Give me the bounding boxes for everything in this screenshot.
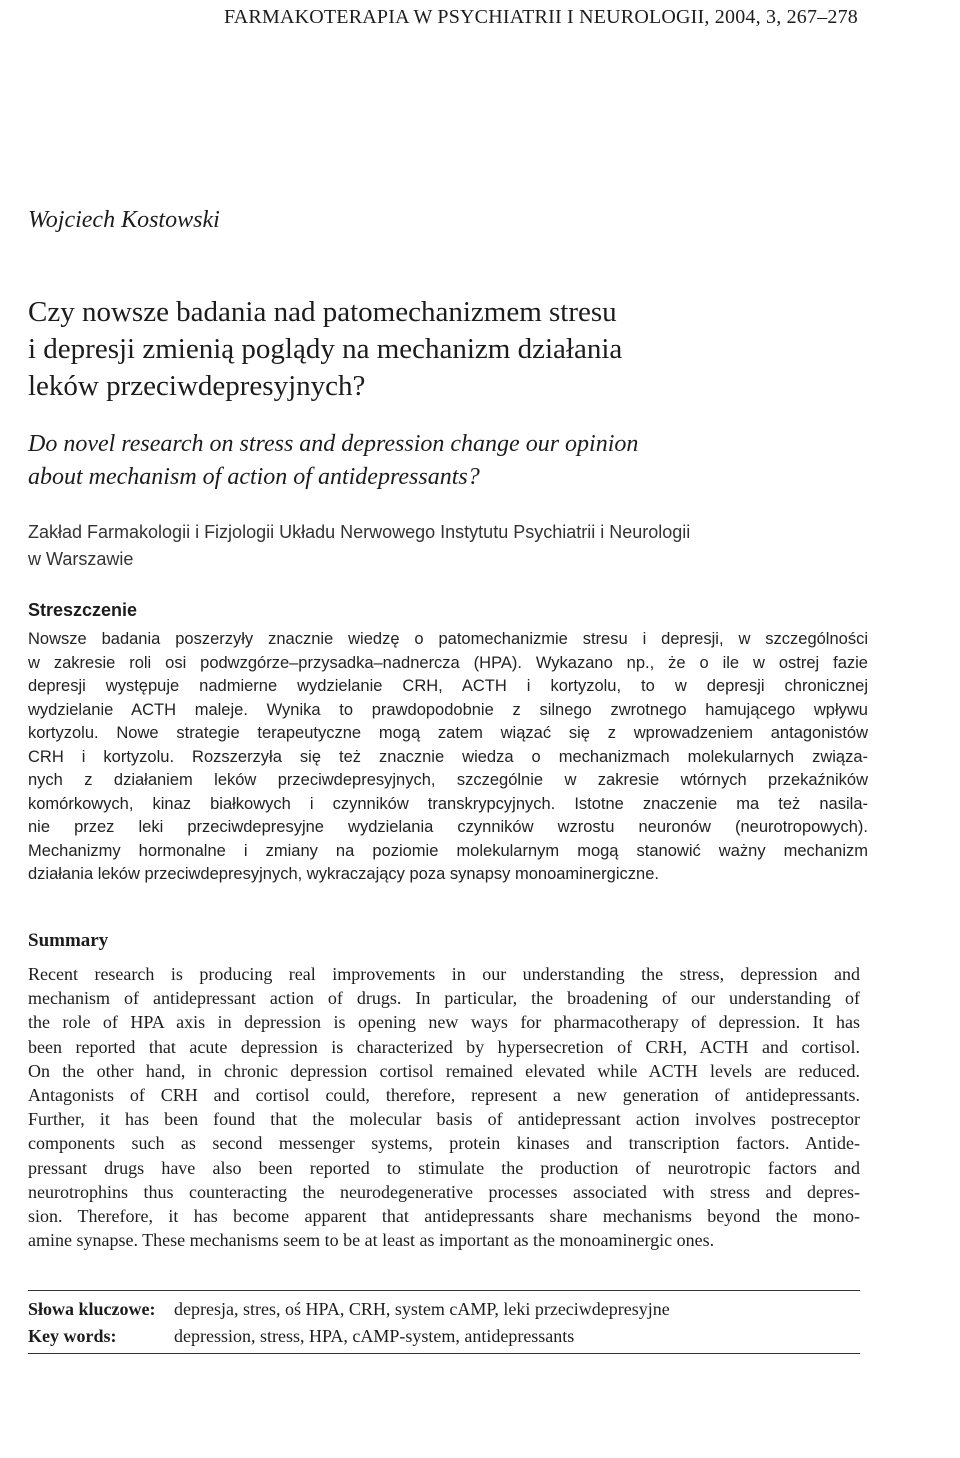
abstract-line: CRH i kortyzolu. Rozszerzyła się też znacznie wiedza o mechanizmach molekularnych związa- [28, 747, 868, 766]
abstract-line: kortyzolu. Nowe strategie terapeutyczne mogą zatem wiązać się z wprowadzeniem antagonistów [28, 724, 868, 742]
keywords-english-value: depression, stress, HPA, cAMP-system, antidepressants [174, 1326, 575, 1346]
keywords-polish-label: Słowa kluczowe: [28, 1299, 156, 1319]
keywords-bottom-rule [28, 1353, 860, 1354]
keywords-block [28, 1296, 860, 1350]
summary-line: pressant drugs have also been reported to stimulate the production of neurotropic factors and [28, 1157, 860, 1178]
abstract-line: Nowsze badania poszerzyły znacznie wiedzę o patomechanizmie stresu i depresji, w szczególności [28, 630, 868, 648]
summary-line: mechanism of antidepressant action of drugs. In particular, the broadening of our understanding of [28, 988, 860, 1009]
summary-line: On the other hand, in chronic depression cortisol remained elevated while ACTH levels are reduced. [28, 1060, 860, 1081]
affiliation-line: w Warszawie [28, 549, 134, 569]
summary-line: amine synapse. These mechanisms seem to be at least as important as the monoaminergic ones. [28, 1230, 715, 1251]
affiliation [28, 519, 908, 573]
abstract-line: nie przez leki przeciwdepresyjne wydzielania czynników wzrostu neuronów (neurotropowych). [28, 818, 868, 836]
summary-line: Recent research is producing real improvements in our understanding the stress, depression and [28, 964, 860, 984]
title-polish [28, 294, 908, 405]
summary-line: been reported that acute depression is characterized by hypersecretion of CRH, ACTH and cortisol. [28, 1036, 860, 1057]
title-english-line: Do novel research on stress and depression change our opinion [28, 431, 639, 457]
title-english-line: about mechanism of action of antidepressants? [28, 464, 480, 490]
summary-line: neurotrophins thus counteracting the neurodegenerative processes associated with stress and depres- [28, 1181, 860, 1202]
summary-line: Further, it has been found that the molecular basis of antidepressant action involves postreceptor [28, 1109, 860, 1130]
summary-line: the role of HPA axis in depression is opening new ways for pharmacotherapy of depression. It has [28, 1012, 860, 1033]
summary-body [28, 962, 860, 1252]
journal-header: FARMAKOTERAPIA W PSYCHIATRII I NEUROLOGII, 2004, 3, 267–278 [223, 6, 858, 28]
summary-line: sion. Therefore, it has become apparent that antidepressants share mechanisms beyond the mono- [28, 1206, 860, 1227]
summary-line: components such as second messenger systems, protein kinases and transcription factors. Antide- [28, 1133, 860, 1154]
title-polish-line: Czy nowsze badania nad patomechanizmem stresu [28, 296, 617, 328]
abstract-line: w zakresie roli osi podwzgórze–przysadka–nadnercza (HPA). Wykazano np., że o ile w ostrej fazie [28, 653, 868, 672]
abstract-line: komórkowych, kinaz białkowych i czynników transkrypcyjnych. Istotne znaczenie ma też nasila- [28, 794, 868, 813]
keywords-polish-row [28, 1296, 860, 1323]
summary-line: Antagonists of CRH and cortisol could, therefore, represent a new generation of antidepressants. [28, 1085, 860, 1106]
keywords-english-row [28, 1323, 860, 1350]
title-polish-line: leków przeciwdepresyjnych? [28, 370, 366, 402]
keywords-polish-value: depresja, stres, oś HPA, CRH, system cAMP, leki przeciwdepresyjne [174, 1299, 670, 1319]
abstract-line: działania leków przeciwdepresyjnych, wykraczający poza synapsy monoaminergiczne. [28, 865, 659, 883]
keywords-english-label: Key words: [28, 1326, 117, 1346]
abstract-line: depresji występuje nadmierne wydzielanie CRH, ACTH i kortyzolu, to w depresji chronicznej [28, 677, 868, 695]
abstract-line: Mechanizmy hormonalne i zmiany na poziomie molekularnym mogą stanowić ważny mechanizm [28, 841, 868, 860]
title-polish-line: i depresji zmienią poglądy na mechanizm działania [28, 333, 623, 365]
streszczenie-heading: Streszczenie [28, 600, 138, 620]
affiliation-line: Zakład Farmakologii i Fizjologii Układu Nerwowego Instytutu Psychiatrii i Neurologii [28, 522, 691, 542]
title-english [28, 428, 908, 494]
summary-heading: Summary [28, 930, 109, 951]
author-name: Wojciech Kostowski [28, 207, 220, 233]
abstract-line: nych z działaniem leków przeciwdepresyjnych, szczególnie w zakresie wtórnych przekaźników [28, 771, 868, 789]
keywords-top-rule [28, 1290, 860, 1291]
streszczenie-body [28, 628, 868, 887]
abstract-line: wydzielanie ACTH maleje. Wynika to prawdopodobnie z silnego zwrotnego hamującego wpływu [28, 700, 868, 719]
